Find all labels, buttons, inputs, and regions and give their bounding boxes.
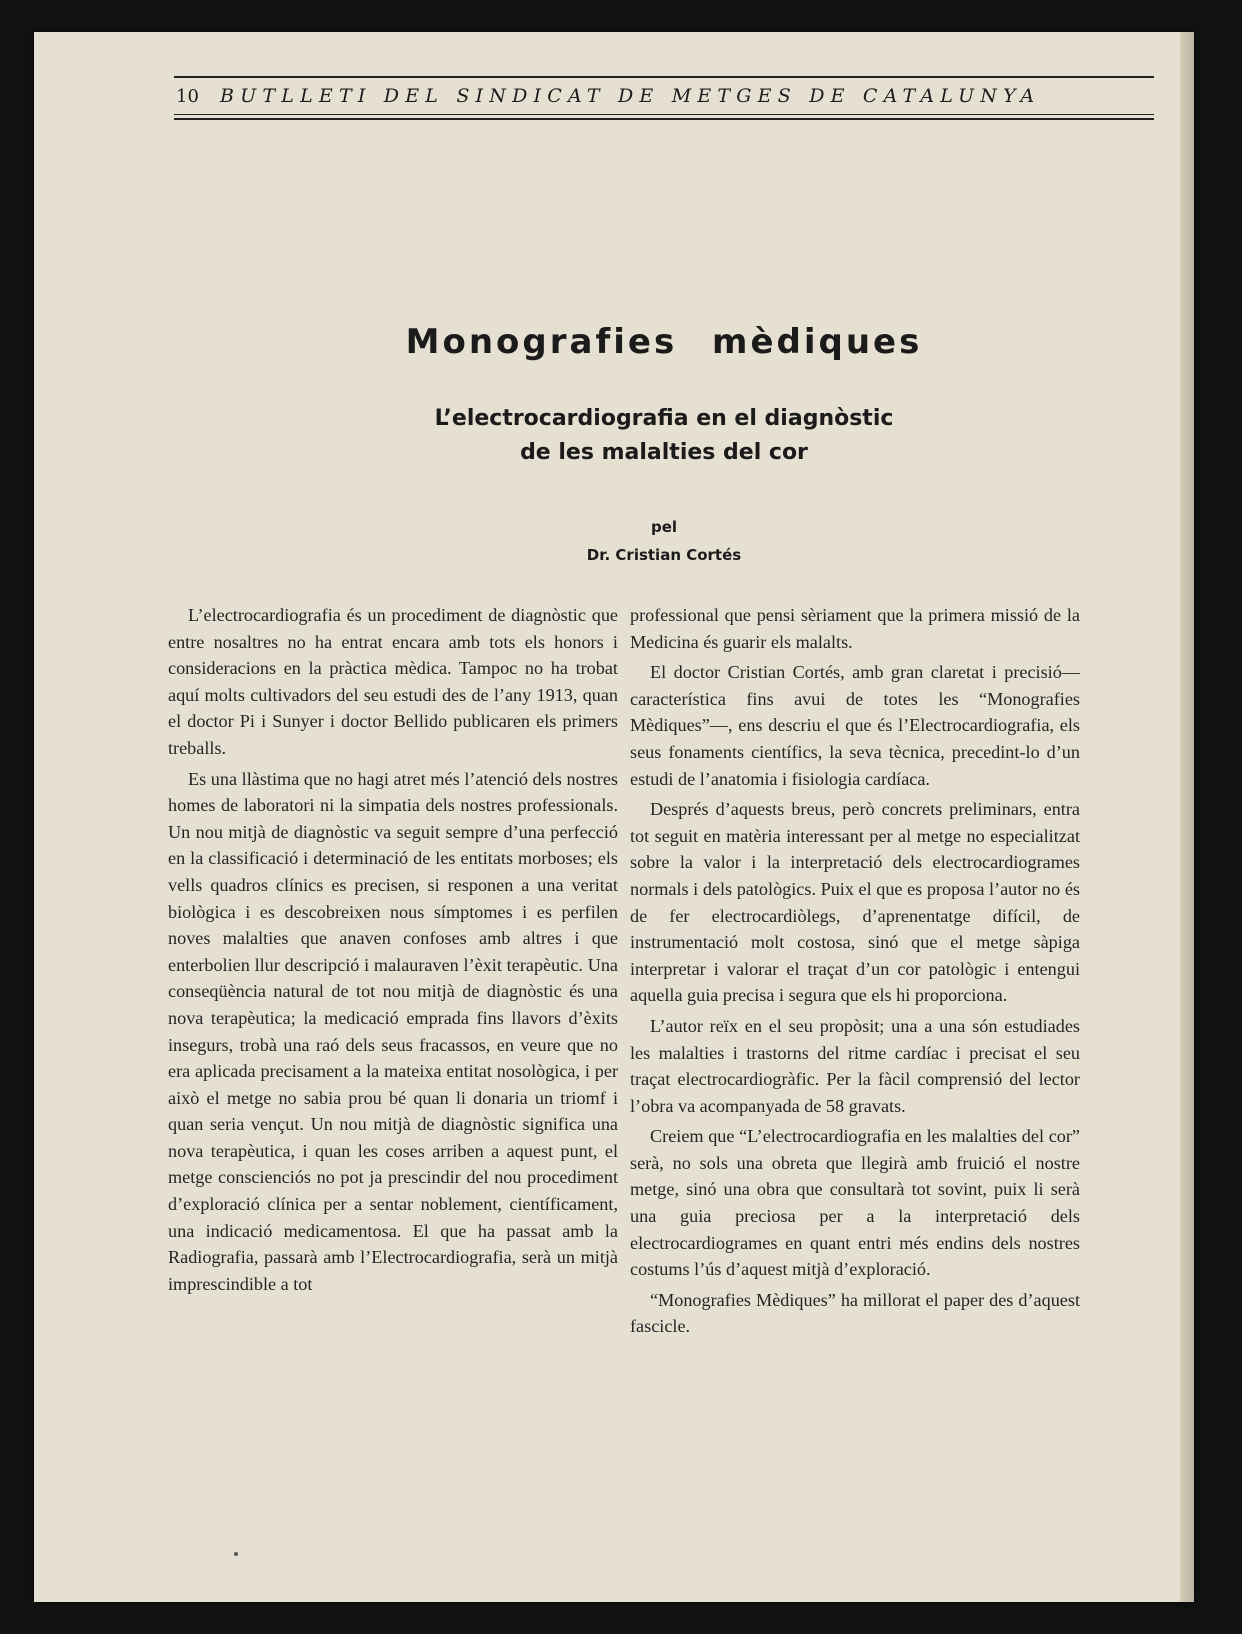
paragraph: L’electrocardiografia és un procediment de diagnòstic que entre nosaltres no ha entrat encara amb tots els honors i consideracions en la pràctica mèdica. Tampoc no ha trobat aquí molts cultivadors del seu estudi des de l’any 1913, quan el doctor Pi i Sunyer i doctor Bellido publicaren els primers treballs. — [168, 605, 618, 758]
paragraph: L’autor reïx en el seu propòsit; una a una són estudiades les malalties i trastorns del ritme cardíac i precisat el seu traçat electrocardiogràfic. Per la fàcil comprensió del lector l’obra va acompanyada de 58 gravats. — [630, 1015, 1080, 1116]
paragraph: Després d’aquests breus, però concrets preliminars, entra tot seguit en matèria interessant per al metge no especialitzat sobre la valor i la interpretació dels electrocardiogrames normals i dels patològics. Puix el que es proposa l’autor no és de fer electrocardiòlegs, d’aprenentatge difícil, de instrumentació molt costosa, sinó que el metge sàpiga interpretar i valorar el traçat d’un cor patològic i entengui aquella guia precisa i segura que els hi proporciona. — [630, 799, 1080, 1006]
page-number: 10 — [176, 86, 199, 107]
body-column-right — [630, 602, 1080, 1344]
byline-prefix: pel — [650, 518, 678, 536]
running-header — [174, 76, 1154, 120]
paragraph: Es una llàstima que no hagi atret més l’atenció dels nostres homes de laboratori ni la simpatia dels nostres professionals. Un nou mitjà de diagnòstic va seguit sempre d’una perfecció en la classificació i determinació de les entitats morboses; els vells quadros clínics es precisen, si responen a una veritat biològica i es descobreixen nous símptomes i es perfilen noves malalties que anaven confoses amb altres i que enterbolien llur descripció i malauraven l’èxit terapèutic. Una conseqüència natural de tot nou mitjà de diagnòstic és una nova terapèutica; la medicació emprada fins llavors d’èxits insegurs, trobà una raó dels seus fracassos, en veure que no era aplicada precisament a la mateixa entitat nosològica, i per això el metge no sabia prou bé quan li donaria un triomf i quan seria vençut. Un nou mitjà de diagnòstic significa una nova terapèutica, i quan les coses arriben a aquest punt, el metge conscienciós no pot ja prescindir del nou procediment d’exploració clínica per a sentar noblement, científicament, una indicació medicamentosa. El que ha passat amb la Radiografia, passarà amb l’Electrocardiografia, serà un mitjà imprescindible a tot — [168, 768, 618, 1294]
paragraph: Creiem que “L’electrocardiografia en les malalties del cor” serà, no sols una obreta que llegirà amb fruició el nostre metge, sinó una obra que consultarà tot sovint, puix li serà una guia preciosa per a la interpretació dels electrocardiogrames en quant entri més endins dels nostres costums l’ús d’aquest mitjà d’exploració. — [630, 1126, 1080, 1280]
body-column-left — [168, 602, 618, 1301]
document-page — [34, 32, 1194, 1602]
paragraph: “Monografies Mèdiques” ha millorat el paper des d’aquest fascicle. — [630, 1289, 1080, 1337]
article-title: Monografies mèdiques — [405, 322, 923, 362]
paragraph: El doctor Cristian Cortés, amb gran claretat i precisió—característica fins avui de totes les “Monografies Mèdiques”—, ens descriu el que és l’Electrocardiografia, els seus fonaments científics, la seva tècnica, precedint-lo d’un estudi de l’anatomia i fisiologia cardíaca. — [630, 662, 1080, 789]
page-binding-edge — [1180, 32, 1194, 1602]
header-line — [174, 78, 1154, 114]
author-name: Dr. Cristian Cortés — [586, 546, 742, 564]
article-subtitle: L’electrocardiografia en el diagnòstic de les malalties del cor — [434, 406, 894, 465]
paragraph: professional que pensi sèriament que la primera missió de la Medicina és guarir els malalts. — [630, 605, 1080, 652]
running-head-title: BUTLLETI DEL SINDICAT DE METGES DE CATALUNYA — [220, 85, 1041, 107]
header-bottom-rule — [174, 114, 1154, 120]
paper-speck — [234, 1552, 238, 1556]
